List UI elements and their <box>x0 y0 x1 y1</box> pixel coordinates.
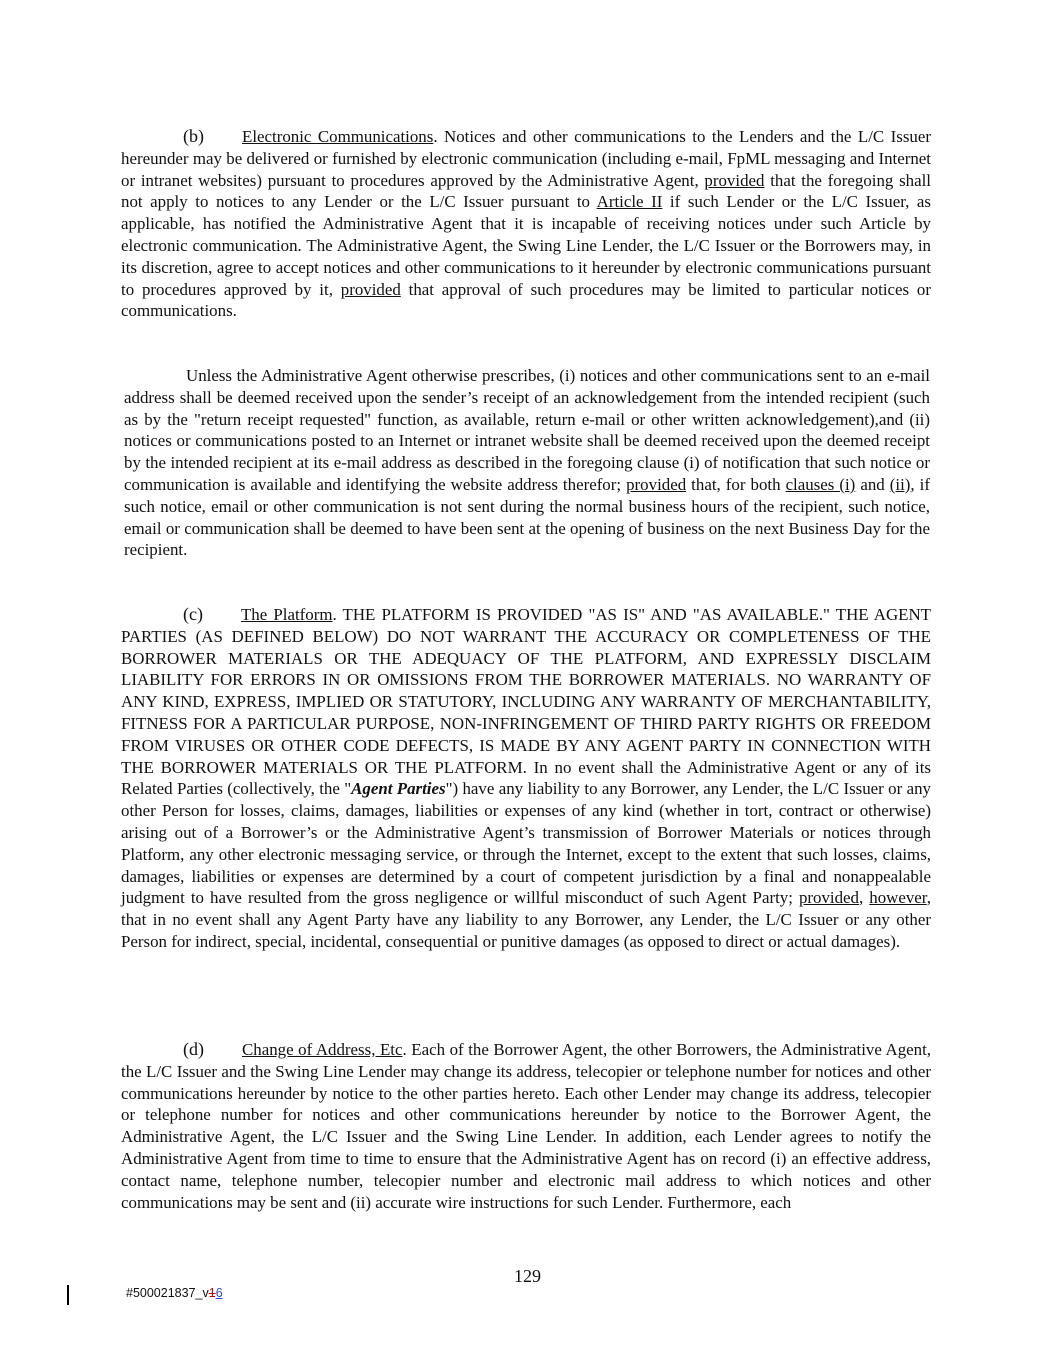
page-number: 129 <box>514 1266 541 1286</box>
section-b-provided-2: provided <box>340 279 401 299</box>
section-c-provided: provided <box>798 888 859 908</box>
section-c-label: (c) <box>183 604 203 624</box>
section-c-comma: , <box>859 888 870 908</box>
section-d-paragraph <box>121 1039 931 1213</box>
section-b-text-2: that the foregoing shall not apply to notices to any Lender or the L/C Issuer pursuant to <box>121 170 931 212</box>
continuation-text-3: , if such notice, email or other communication is not sent during the normal business hours of the recipient, such notice, email or communication shall be deemed to have been sent at the opening of business on the next Business Day for the recipient. <box>124 474 930 560</box>
section-c-paragraph <box>121 604 931 953</box>
section-d-heading: Change of Address, Etc <box>242 1040 403 1059</box>
doc-id-inserted-version: 6 <box>215 1286 223 1300</box>
section-c-however: however <box>869 888 927 908</box>
document-id <box>126 1286 223 1300</box>
section-d-label: (d) <box>183 1039 204 1059</box>
section-b-label: (b) <box>183 126 204 146</box>
section-d-text-1: . Each of the Borrower Agent, the other Borrowers, the Administrative Agent, the L/C Issuer and the Swing Line Lender may change its address, telecopier or telephone number for notices and other communications hereunder by notice to the other parties hereto. Each other Lender may change its address, telecopier or telephone number for notices and other communications hereunder by notice to the Borrower Agent, the Administrative Agent, the L/C Issuer and the Swing Line Lender. In addition, each Lender agrees to notify the Administrative Agent from time to time to ensure that the Administrative Agent has on record (i) an effective address, contact name, telephone number, telecopier number and electronic mail address to which notices and other communications may be sent and (ii) accurate wire instructions for such Lender. Furthermore, each <box>121 1040 931 1212</box>
doc-id-deleted-version: 1 <box>208 1286 216 1300</box>
revision-change-bar <box>67 1285 69 1305</box>
doc-id-prefix: #500021837_v <box>126 1286 209 1300</box>
continuation-provided: provided <box>626 474 687 494</box>
section-b-text-3: if such Lender or the L/C Issuer, as applicable, has notified the Administrative Agent that it is incapable of receiving notices under such Article by electronic communication. The Administrative Agent, the Swing Line Lender, the L/C Issuer or the Borrowers may, in its discretion, agree to accept notices and other communications to it hereunder by electronic communications pursuant to procedures approved by it, <box>121 192 932 299</box>
section-b-text-1: . Notices and other communications to the Lenders and the L/C Issuer hereunder may be delivered or furnished by electronic communication (including e-mail, FpML messaging and Internet or intranet websites) pursuant to procedures approved by the Administrative Agent, <box>121 127 931 190</box>
section-b-heading: Electronic Communications <box>242 127 434 146</box>
section-c-text-2: ") have any liability to any Borrower, any Lender, the L/C Issuer or any other Person for losses, claims, damages, liabilities or expenses of any kind (whether in tort, contract or otherwise) arising out of a Borrower’s or the Administrative Agent’s transmission of Borrower Materials or notices through Platform, any other electronic messaging service, or through the Internet, except to the extent that such losses, claims, damages, liabilities or expenses are determined by a court of competent jurisdiction by a final and nonappealable judgment to have resulted from the gross negligence or willful misconduct of such Agent Party; <box>121 779 931 908</box>
article-ii-reference: Article II <box>596 192 663 212</box>
section-c-text-3: , that in no event shall any Agent Party have any liability to any Borrower, any Lender, the L/C Issuer or any other Person for indirect, special, incidental, consequential or punitive damages (as opposed to direct or actual damages). <box>121 888 931 951</box>
continuation-text-2: that, for both <box>686 474 786 494</box>
section-b-paragraph <box>121 126 931 322</box>
section-c-text-1: . THE PLATFORM IS PROVIDED "AS IS" AND "AS AVAILABLE." THE AGENT PARTIES (AS DEFINED BELOW) DO NOT WARRANT THE ACCURACY OR COMPLETENESS OF THE BORROWER MATERIALS OR THE ADEQUACY OF THE PLATFORM, AND EXPRESSLY DISCLAIM LIABILITY FOR ERRORS IN OR OMISSIONS FROM THE BORROWER MATERIALS. NO WARRANTY OF ANY KIND, EXPRESS, IMPLIED OR STATUTORY, INCLUDING ANY WARRANTY OF MERCHANTABILITY, FITNESS FOR A PARTICULAR PURPOSE, NON-INFRINGEMENT OF THIRD PARTY RIGHTS OR FREEDOM FROM VIRUSES OR OTHER CODE DEFECTS, IS MADE BY ANY AGENT PARTY IN CONNECTION WITH THE BORROWER MATERIALS OR THE PLATFORM. In no event shall the Administrative Agent or any of its Related Parties (collectively, the " <box>121 605 931 799</box>
section-b-continuation-paragraph <box>124 365 930 561</box>
clauses-ii-reference: (ii) <box>889 474 911 494</box>
continuation-text-1: Unless the Administrative Agent otherwise prescribes, (i) notices and other communications sent to an e-mail address shall be deemed received upon the sender’s receipt of an acknowledgement from the intended recipient (such as by the "return receipt requested" function, as available, return e-mail or other written acknowledgement),and (ii) notices or communications posted to an Internet or intranet website shall be deemed received upon the deemed receipt by the intended recipient at its e-mail address as described in the foregoing clause (i) of notification that such notice or communication is available and identifying the website address therefor; <box>124 366 930 494</box>
section-b-provided-1: provided <box>704 170 765 190</box>
clauses-i-reference: clauses (i) <box>785 474 856 494</box>
section-c-heading: The Platform <box>240 605 333 624</box>
agent-parties-term: Agent Parties <box>351 779 446 799</box>
continuation-and: and <box>855 474 890 494</box>
section-b-text-4: that approval of such procedures may be limited to particular notices or communications. <box>121 279 931 321</box>
